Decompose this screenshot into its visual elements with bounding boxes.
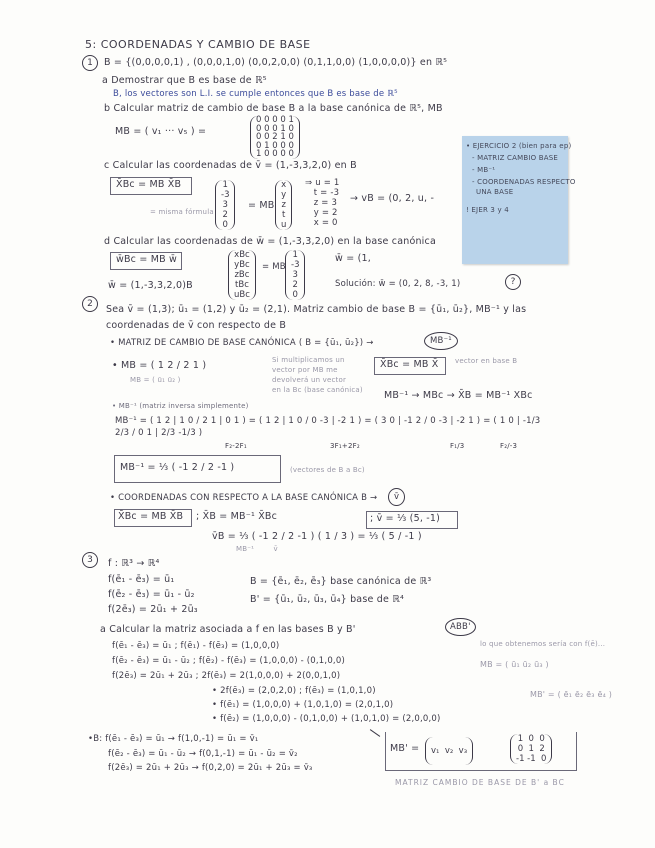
row-op: F₂-2F₁ xyxy=(225,442,247,450)
b-line: •B: f(ē₁ - ē₃) = ū₁ → f(1,0,-1) = ū₁ = v̄₁ xyxy=(88,734,259,744)
ex1-part-d: d Calcular las coordenadas de w̄ = (1,-3,3,2,0) en la base canónica xyxy=(104,236,436,247)
mb-matrix-2x2: • MB = ( 1 2 / 2 1 ) xyxy=(112,360,207,371)
row-op: F₁/3 xyxy=(450,442,465,450)
note-line: - MATRIZ CAMBIO BASE xyxy=(472,154,559,162)
f-definition: f(ē₁ - ē₃) = ū₁ xyxy=(108,574,175,585)
c-result: → vB = (0, 2, u, - xyxy=(350,193,435,204)
note-line: UNA BASE xyxy=(476,188,514,196)
d-vector: 1 -3 3 2 0 xyxy=(285,250,305,300)
c-unknowns: x y z t u xyxy=(275,180,292,230)
box-formula: X̄Bc = MB X̄ xyxy=(380,359,439,370)
ex2-heading-3: • COORDENADAS CON RESPECTO A LA BASE CANÓNICA B → xyxy=(110,493,378,503)
side-mb: MB = ( ū₁ ū₂ ū₃ ) xyxy=(480,660,549,669)
abb-circled: ABB' xyxy=(445,618,476,636)
bullet-line: • f(ē₂) = (1,0,0,0) - (0,1,0,0) + (1,0,1,0) = (2,0,0,0) xyxy=(212,714,441,724)
mb-inverse-circled: MB⁻¹ xyxy=(424,332,458,350)
b-line: f(ē₂ - ē₃) = ū₁ - ū₂ → f(0,1,-1) = ū₁ - ū₂ = v̄₂ xyxy=(108,749,298,759)
inverse-chain: MB⁻¹ → MBc → X̄B = MB⁻¹ XBc xyxy=(384,390,533,401)
f-definition: f(2ē₃) = 2ū₁ + 2ū₃ xyxy=(108,604,198,615)
coord-result: ; v̄ = ⅓ (5, -1) xyxy=(370,513,441,524)
d-eq: = MB xyxy=(262,262,286,272)
row-reduction: MB⁻¹ = ( 1 2 | 1 0 / 2 1 | 0 1 ) = ( 1 2 | 1 0 / 0 -3 | -2 1 ) = ( 3 0 | -1 2 / 0 -3 | -2 1 ) = ( 1 0 | -1/3 2/3 / 0 1 | 2/3 -1/3 ) xyxy=(115,416,541,438)
ex1-part-a: a Demostrar que B es base de ℝ⁵ xyxy=(102,75,267,86)
mb-columns: MB = ( ū₁ ū₂ ) xyxy=(130,376,181,384)
d-partial: w̄ = (1, xyxy=(335,253,371,264)
ex2-heading-1: • MATRIZ DE CAMBIO DE BASE CANÓNICA ( B = {ū₁, ū₂}) → xyxy=(110,338,374,348)
step-line: f(ē₂ - ē₃) = ū₁ - ū₂ ; f(ē₂) - f(ē₃) = (1,0,0,0) - (0,1,0,0) xyxy=(112,656,345,666)
ex1-part-c: c Calcular las coordenadas de v̄ = (1,-3,3,2,0) en B xyxy=(104,160,357,171)
row-op: F₂/-3 xyxy=(500,442,518,450)
note-line: devolverá un vector xyxy=(272,376,347,384)
base-b: B = {ē₁, ē₂, ē₃} base canónica de ℝ³ xyxy=(250,576,432,587)
coord-calc: v̄B = ⅓ ( -1 2 / 2 -1 ) ( 1 / 3 ) = ⅓ ( 5 / -1 ) xyxy=(212,531,422,542)
note-line: ! EJER 3 y 4 xyxy=(466,206,509,214)
note-line: en la Bc (base canónica) xyxy=(272,386,363,394)
sticky-note xyxy=(462,136,576,264)
ex1-part-a-answer: B, los vectores son L.I. se cumple entonces que B es base de ℝ⁵ xyxy=(113,89,398,99)
ex2-heading-2: • MB⁻¹ (matriz inversa simplemente) xyxy=(112,402,249,410)
mb-matrix: 0 0 0 0 1 0 0 0 1 0 0 0 2 1 0 0 1 0 0 0 1 0 0 0 0 xyxy=(250,116,300,159)
c-vector: 1 -3 3 2 0 xyxy=(215,180,235,230)
f-definition: f(ē₂ - ē₃) = ū₁ - ū₂ xyxy=(108,589,195,600)
base-b-prime: B' = {ū₁, ū₂, ū₃, ū₄} base de ℝ⁴ xyxy=(250,594,404,605)
vector-note: vector en base B xyxy=(455,357,518,365)
d-given: w̄ = (1,-3,3,2,0)B xyxy=(108,280,193,291)
note-line: • EJERCICIO 2 (bien para ep) xyxy=(466,142,572,150)
coord-formula-2: ; X̄B = MB⁻¹ X̄Bc xyxy=(196,511,278,522)
step-line: f(2ē₃) = 2ū₁ + 2ū₃ ; 2f(ē₃) = 2(1,0,0,0) + 2(0,0,1,0) xyxy=(112,671,341,681)
exercise-number-2: 2 xyxy=(82,296,98,312)
side-note: lo que obtenemos sería con f(ē)... xyxy=(480,640,606,648)
step-line: f(ē₁ - ē₃) = ū₁ ; f(ē₁) - f(ē₃) = (1,0,0,0) xyxy=(112,641,280,651)
mbp-columns: v₁ v₂ v₃ xyxy=(425,737,473,765)
ex1-part-b: b Calcular matriz de cambio de base B a la base canónica de ℝ⁵, MB xyxy=(104,103,443,114)
c-eq: = MB xyxy=(248,200,275,211)
ex3-part-a: a Calcular la matriz asociada a f en las bases B y B' xyxy=(100,624,356,635)
ex2-statement-2: coordenadas de v̄ con respecto de B xyxy=(106,320,287,331)
mbp-label: MB' = xyxy=(390,743,420,754)
row-op: 3F₁+2F₂ xyxy=(330,442,360,450)
v-circled: v̄ xyxy=(388,488,405,506)
bullet-line: • f(ē₁) = (1,0,0,0) + (1,0,1,0) = (2,0,1,0) xyxy=(212,700,394,710)
mbp-result-matrix: 1 0 0 0 1 2 -1 -1 0 xyxy=(510,734,552,764)
coord-formula-1: X̄Bc = MB X̄B xyxy=(118,511,184,522)
calc-labels: MB⁻¹ v̄ xyxy=(236,545,278,553)
inverse-result: MB⁻¹ = ⅓ ( -1 2 / 2 -1 ) xyxy=(120,462,235,473)
note-line: - COORDENADAS RESPECTO xyxy=(472,178,576,186)
map-definition: f : ℝ³ → ℝ⁴ xyxy=(108,558,160,569)
exercise-number-1: 1 xyxy=(82,55,98,71)
c-solve: ⇒ u = 1 t = -3 z = 3 y = 2 x = 0 xyxy=(305,178,340,228)
caption: MATRIZ CAMBIO DE BASE DE B' a BC xyxy=(395,778,565,787)
question-mark: ? xyxy=(505,274,521,290)
inverse-note: (vectores de B a Bc) xyxy=(290,466,365,474)
d-solution: Solución: w̄ = (0, 2, 8, -3, 1) xyxy=(335,279,461,289)
d-lhs: xBc yBc zBc tBc uBc xyxy=(228,250,256,300)
note-line: Si multiplicamos un xyxy=(272,356,345,364)
bullet-line: • 2f(ē₃) = (2,0,2,0) ; f(ē₃) = (1,0,1,0) xyxy=(212,686,376,696)
b-line: f(2ē₃) = 2ū₁ + 2ū₃ → f(0,2,0) = 2ū₁ + 2ū₃ = v̄₃ xyxy=(108,763,313,773)
strike-arrow xyxy=(370,729,381,737)
side-mb-prime: MB' = ( ē₁ ē₂ ē₃ ē₄ ) xyxy=(530,690,613,699)
ex2-statement-1: Sea v̄ = (1,3); ū₁ = (1,2) y ū₂ = (2,1). Matriz cambio de base B = {ū₁, ū₂}, MB⁻¹ y las xyxy=(106,304,527,315)
exercise-number-3: 3 xyxy=(82,552,98,568)
d-formula-box: w̄Bc = MB w̄ xyxy=(116,254,178,265)
note-line: - MB⁻¹ xyxy=(472,166,496,174)
page-title: 5: COORDENADAS Y CAMBIO DE BASE xyxy=(85,38,311,51)
ex1-statement: B = {(0,0,0,0,1) , (0,0,0,1,0) (0,0,2,0,0) (0,1,1,0,0) (1,0,0,0,0)} en ℝ⁵ xyxy=(104,57,448,68)
c-note: = misma fórmula xyxy=(150,208,214,216)
c-formula-box: X̄Bc = MB X̄B xyxy=(116,179,182,190)
note-line: vector por MB me xyxy=(272,366,338,374)
mb-definition: MB = ( v₁ ··· v₅ ) = xyxy=(115,126,207,137)
